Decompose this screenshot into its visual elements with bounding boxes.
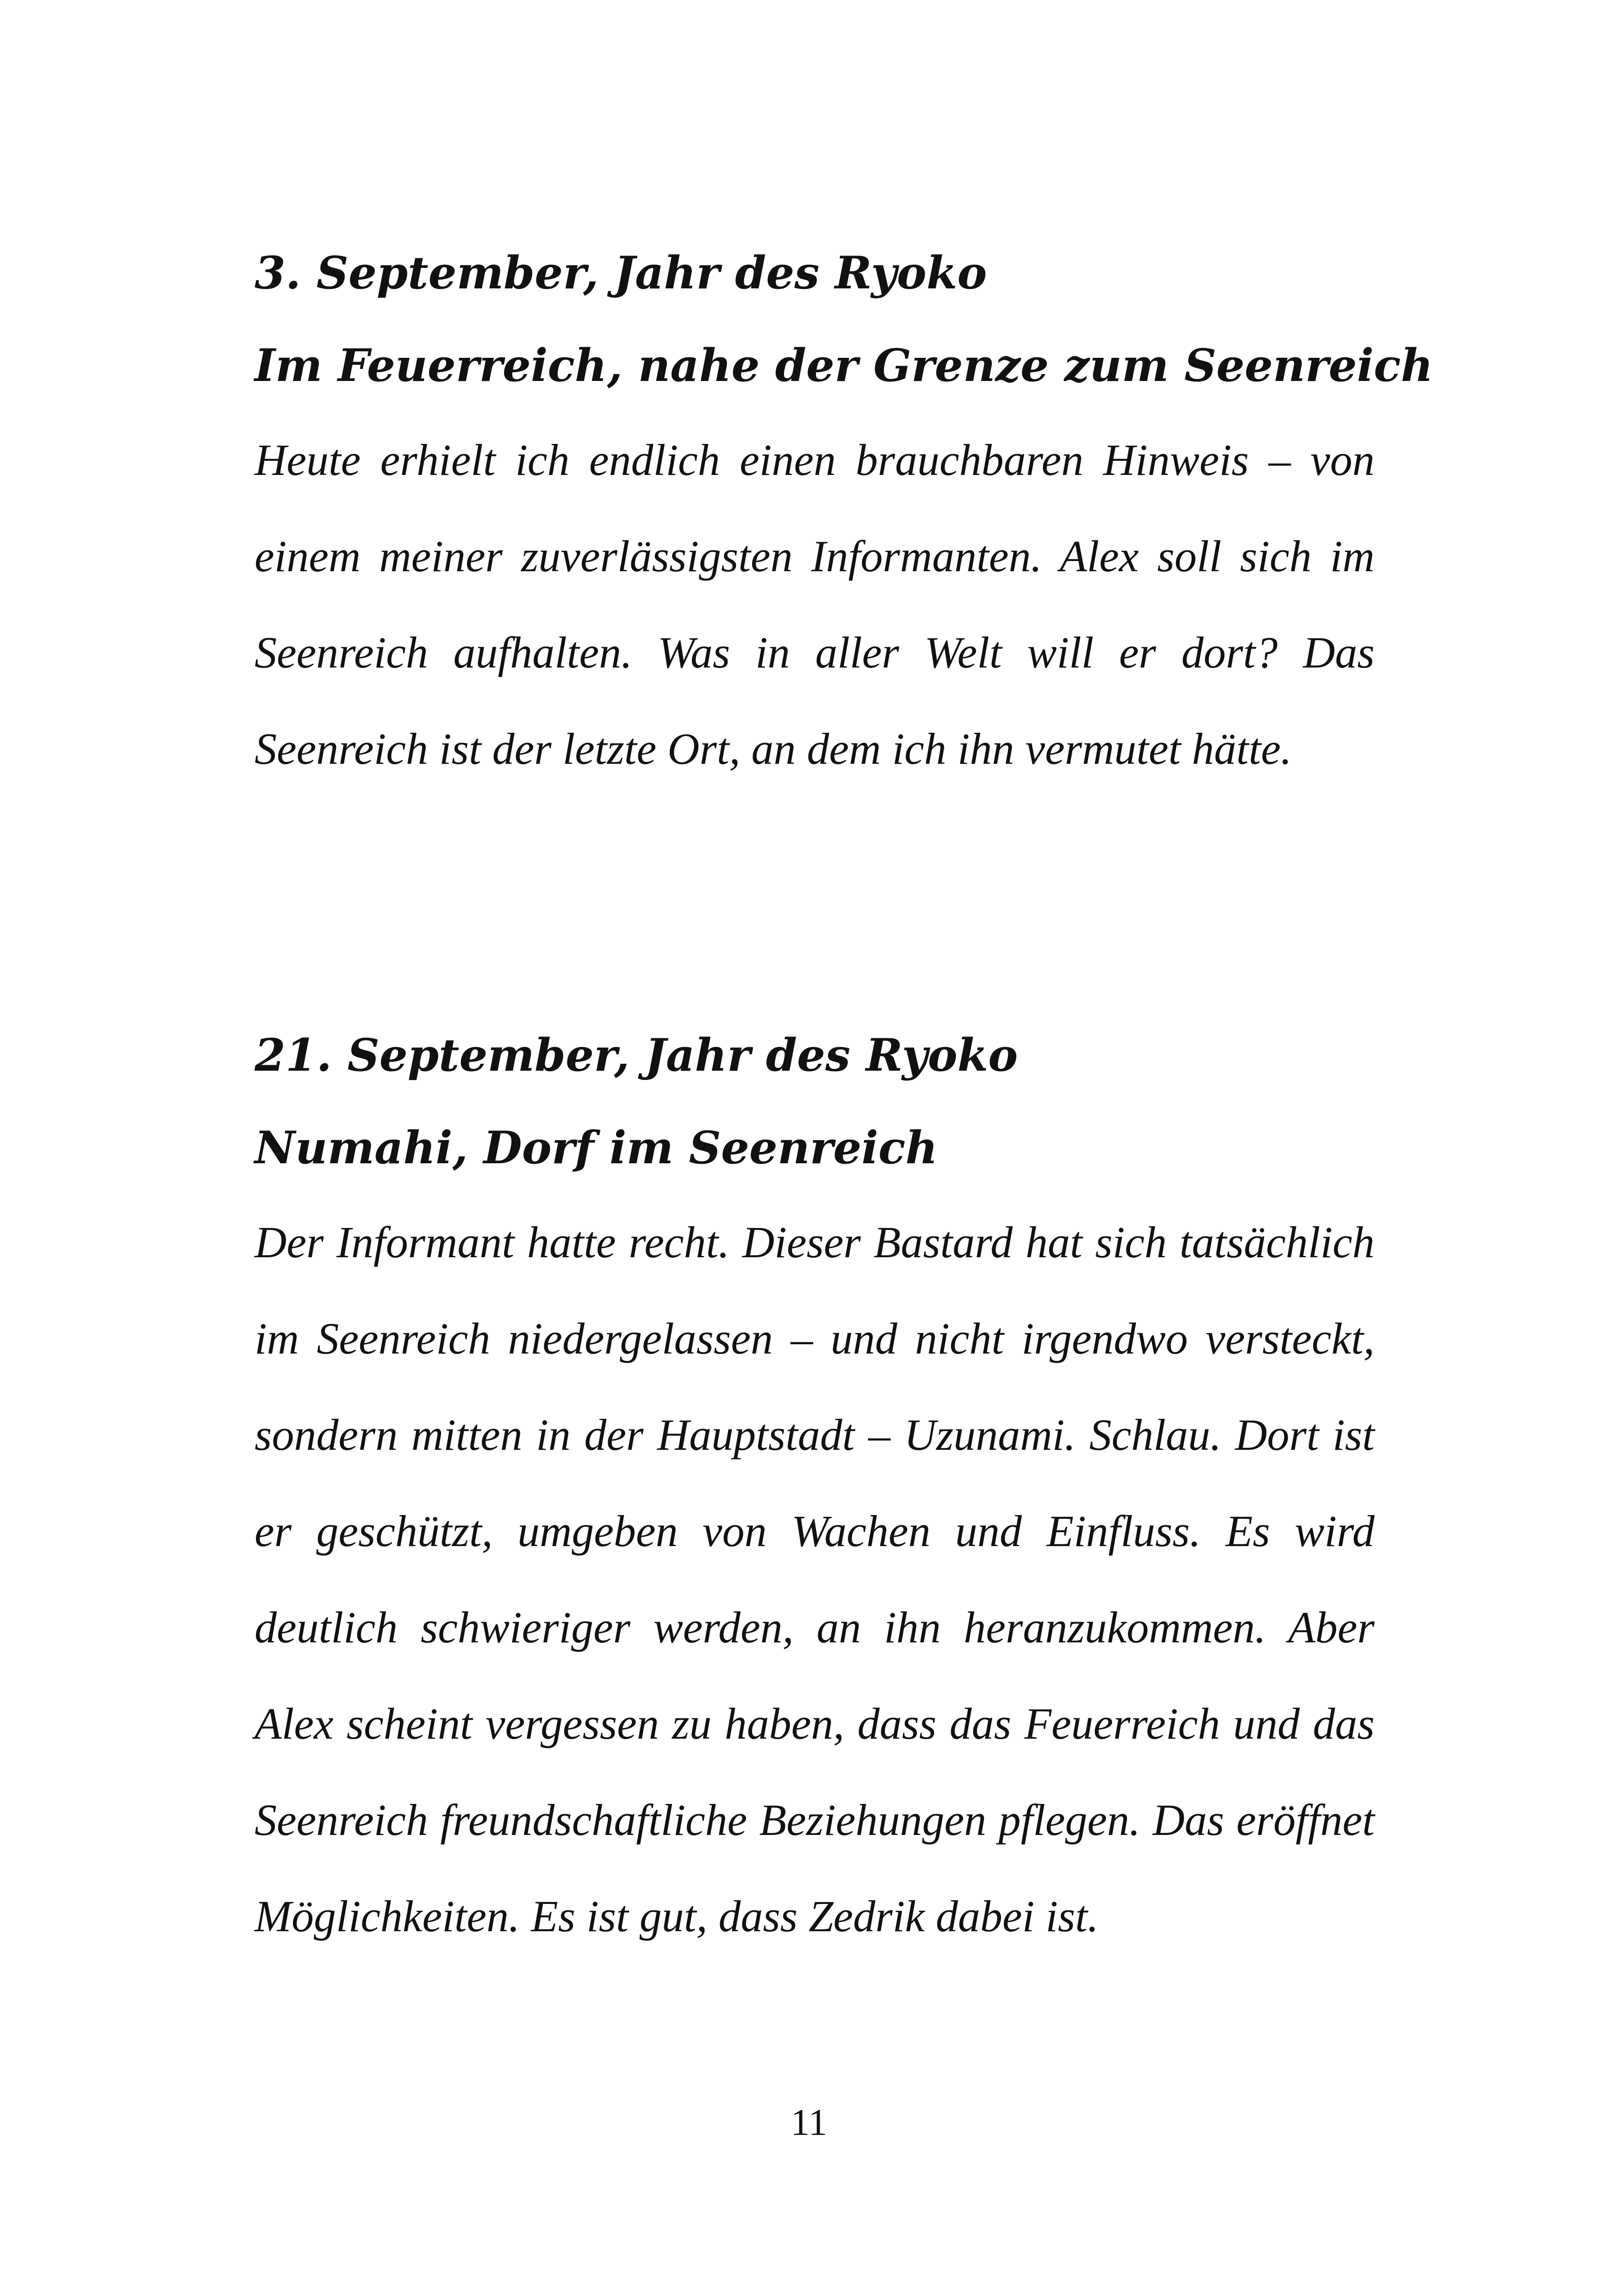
entry-location: Numahi, Dorf im Seenreich: [255, 1122, 938, 1174]
entry-location: Im Feuerreich, nahe der Grenze zum Seenreich: [255, 339, 1433, 392]
entry-text: Heute erhielt ich endlich einen brauchbaren Hinweis – von einem meiner zuverlässigsten Informanten. Alex soll sich im Seenreich aufhalten. Was in aller Welt will er dort? Das Seenreich ist der letzte Ort, an dem ich ihn vermutet hätte.: [255, 435, 1375, 774]
diary-entry: [255, 1009, 1375, 1965]
entry-date: 21. September, Jahr des Ryoko: [255, 1029, 1018, 1081]
entry-text: Der Informant hatte recht. Dieser Bastard hat sich tatsächlich im Seenreich niedergelassen – und nicht irgendwo versteckt, sondern mitten in der Hauptstadt – Uzunami. Schlau. Dort ist er geschützt, umgeben von Wachen und Einfluss. Es wird deutlich schwieriger werden, an ihn heranzukommen. Aber Alex scheint vergessen zu haben, dass das Feuerreich und das Seenreich freundschaftliche Beziehungen pflegen. Das eröffnet Möglichkeiten. Es ist gut, dass Zedrik dabei ist.: [255, 1217, 1375, 1941]
entry-date: 3. September, Jahr des Ryoko: [255, 247, 987, 299]
page-number: 11: [790, 2101, 828, 2143]
diary-entry: [255, 227, 1433, 797]
